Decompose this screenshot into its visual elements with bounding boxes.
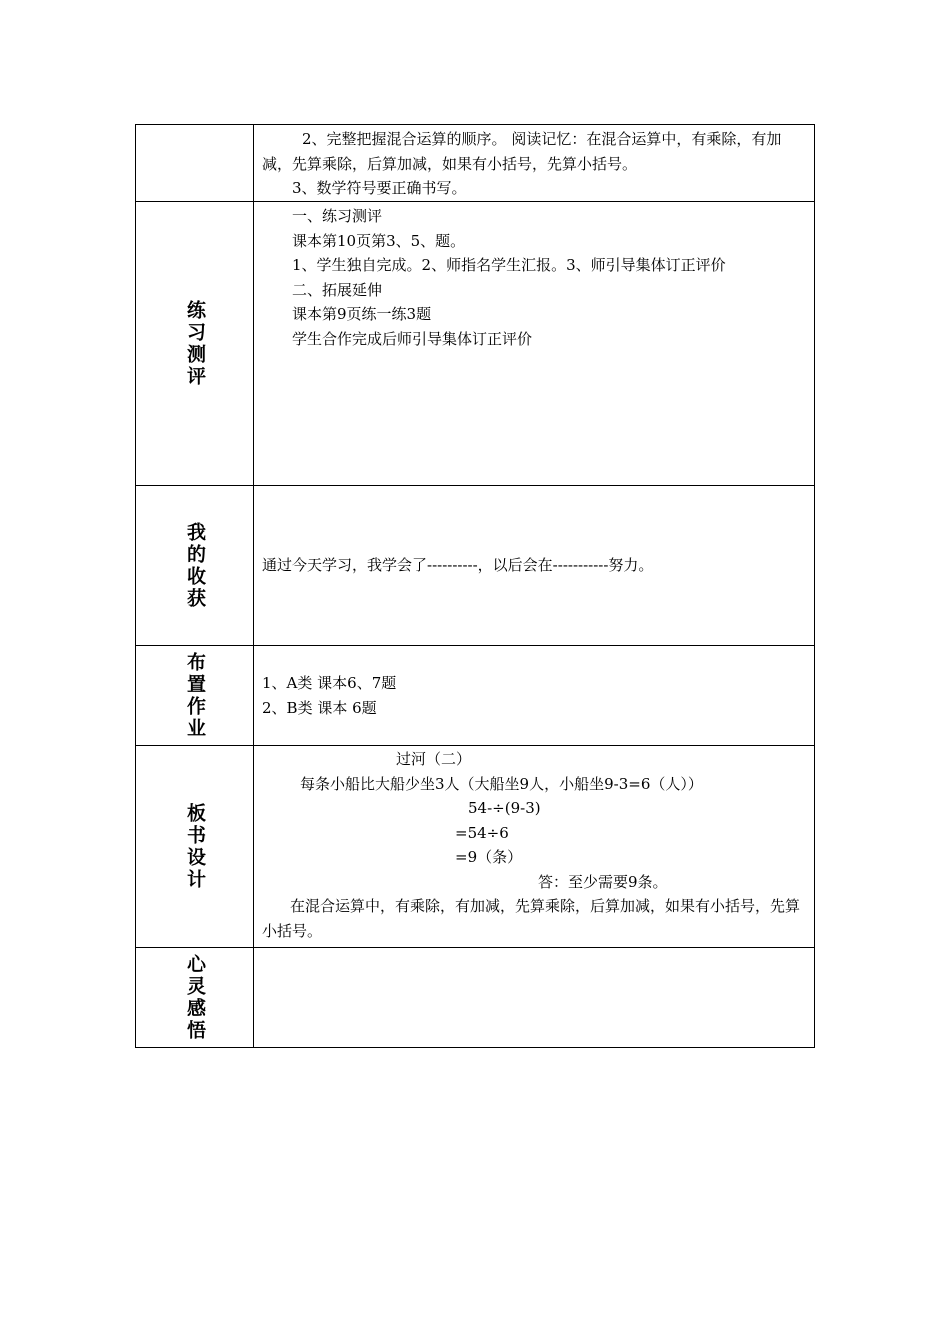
board-equation: =9（条）: [455, 848, 523, 866]
board-line: 每条小船比大船少坐3人（大船坐9人，小船坐9-3=6（人））: [300, 774, 703, 793]
board-title: 过河（二）: [396, 750, 472, 768]
gains-content: [254, 486, 814, 645]
row-label-text: 心灵感悟: [184, 953, 206, 1042]
board-rule: 在混合运算中，有乘除，有加减，先算乘除，后算加减，如果有小括号，先算小括号。: [262, 897, 801, 940]
row-board-design: [135, 746, 815, 948]
row-label: [136, 948, 254, 1047]
row-label: [136, 746, 254, 947]
homework-line: 2、B类 课本 6题: [262, 698, 377, 717]
practice-content: [254, 202, 814, 485]
row-practice: [135, 202, 815, 486]
row-label-text: 布置作业: [184, 651, 206, 740]
objectives-content: [254, 125, 814, 201]
practice-line: 一、练习测评: [292, 207, 383, 225]
row-label-text: 板书设计: [184, 802, 206, 891]
board-content: [254, 746, 814, 947]
board-equation: 54-÷(9-3): [468, 799, 541, 817]
practice-line: 学生合作完成后师引导集体订正评价: [292, 329, 533, 348]
objective-line: 3、数学符号要正确书写。: [292, 179, 467, 197]
row-label: [136, 202, 254, 485]
row-label-text: 练习测评: [184, 299, 206, 388]
reflection-content: [254, 948, 814, 1047]
homework-content: [254, 646, 814, 745]
row-label: [136, 646, 254, 745]
row-gains: [135, 486, 815, 646]
row-reflection: [135, 948, 815, 1048]
homework-line: 1、A类 课本6、7题: [262, 674, 397, 692]
lesson-plan-table: [135, 124, 815, 1048]
row-homework: [135, 646, 815, 746]
gains-line: 通过今天学习，我学会了----------，以后会在-----------努力。: [262, 556, 654, 575]
practice-line: 二、拓展延伸: [292, 280, 383, 299]
row-label-text: 我的收获: [184, 521, 206, 610]
board-answer: 答：至少需要9条。: [538, 872, 668, 891]
practice-line: 1、学生独自完成。2、师指名学生汇报。3、师引导集体订正评价: [292, 256, 726, 274]
practice-line: 课本第10页第3、5、题。: [292, 231, 466, 250]
practice-line: 课本第9页练一练3题: [292, 305, 432, 323]
row-label-empty: [136, 125, 254, 201]
row-objectives: [135, 124, 815, 202]
objective-line: 2、完整把握混合运算的顺序。 阅读记忆：在混合运算中，有乘除，有加减，先算乘除，后算加减，如果有小括号，先算小括号。: [262, 130, 782, 173]
row-label: [136, 486, 254, 645]
board-equation: =54÷6: [455, 823, 509, 842]
